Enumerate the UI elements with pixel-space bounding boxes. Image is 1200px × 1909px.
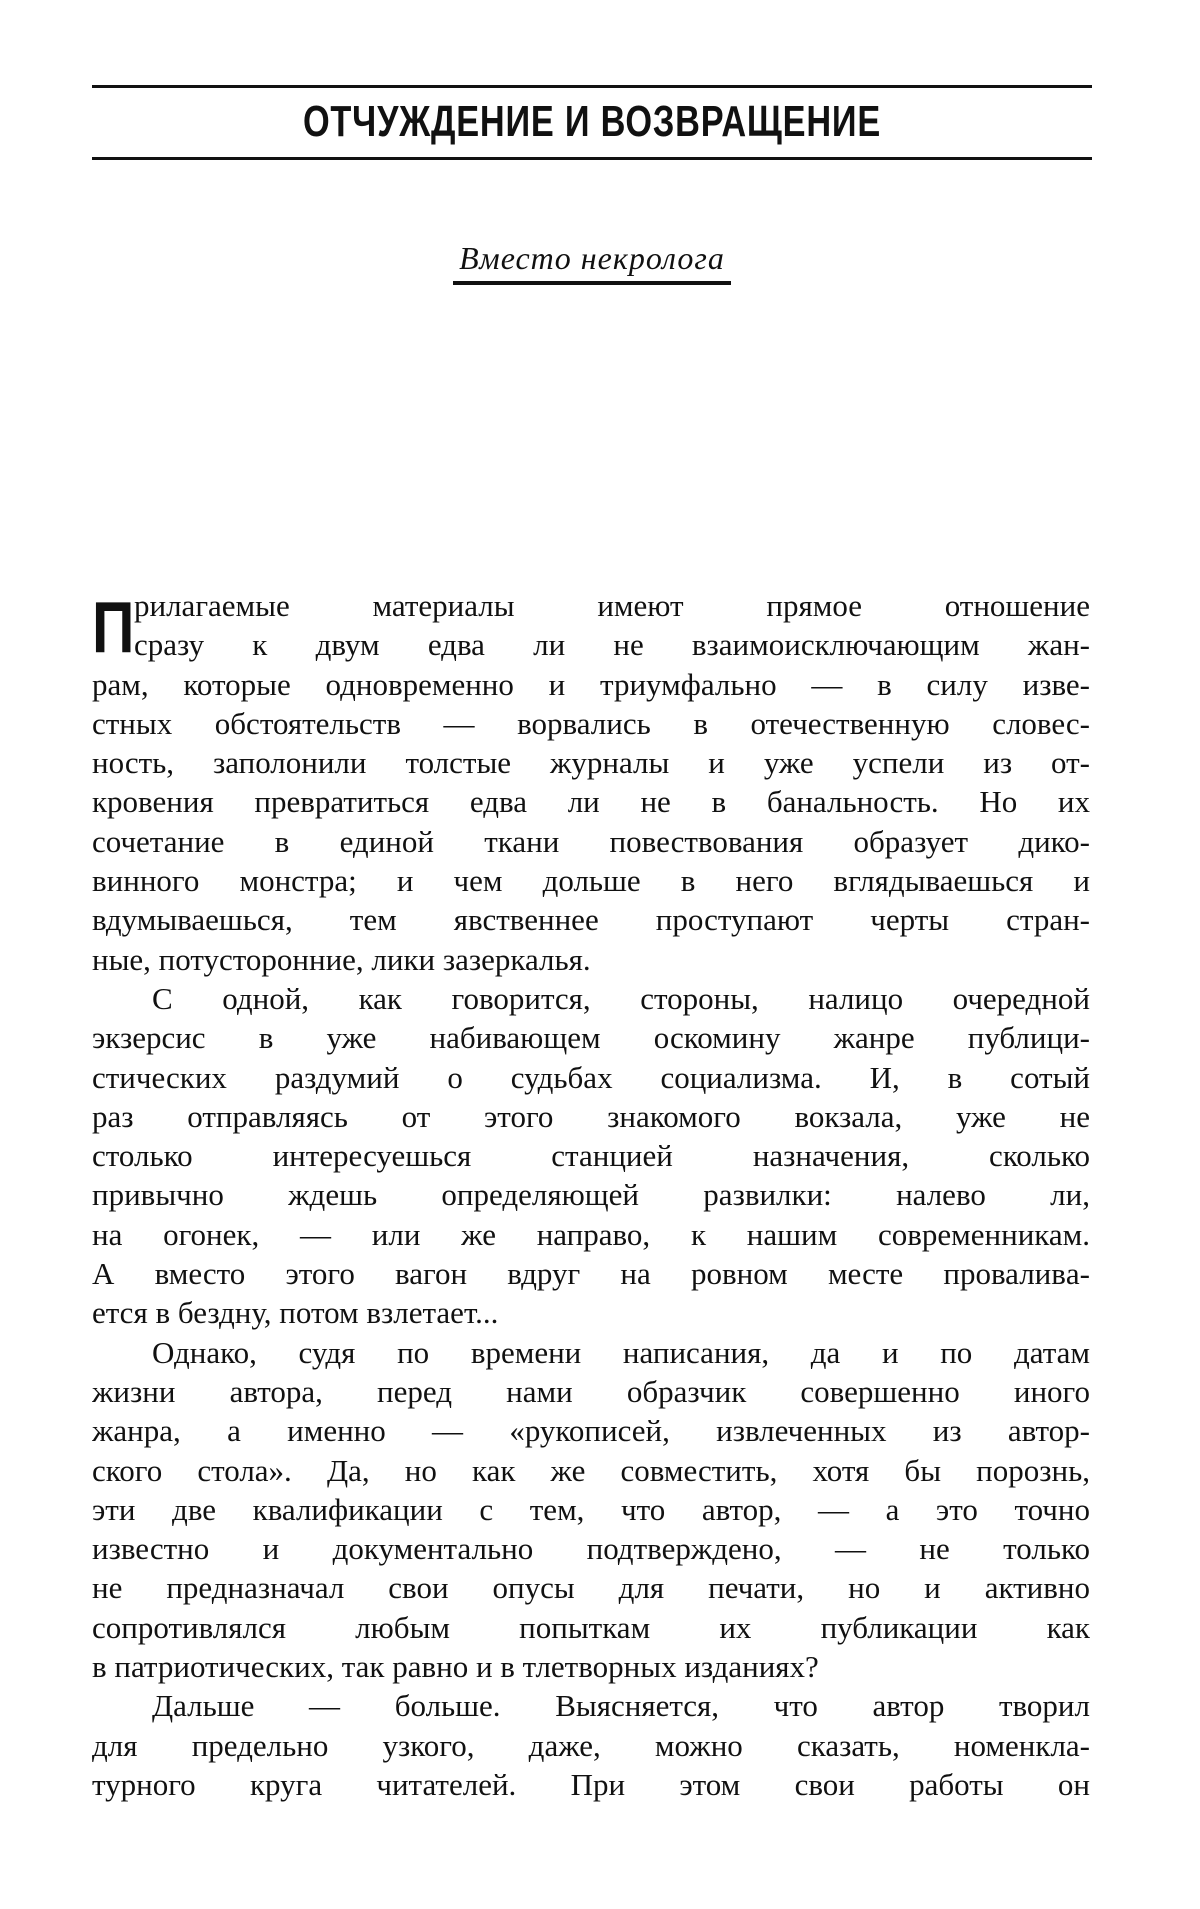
text-line: рам, которые одновременно и триумфально — в силу изве- [92, 666, 1090, 702]
text-line: Дальше — больше. Выясняется, что автор творил [152, 1688, 1090, 1724]
drop-cap: П [92, 588, 135, 668]
text-line: сочетание в единой ткани повествования образует дико- [92, 823, 1090, 859]
text-line: ется в бездну, потом взлетает... [92, 1295, 499, 1331]
text-line: ского стола». Да, но как же совместить, хотя бы порознь, [92, 1452, 1090, 1488]
text-line: стных обстоятельств — ворвались в отечественную словес- [92, 705, 1090, 741]
text-line: жанра, а именно — «рукописей, извлеченных из автор- [92, 1413, 1090, 1449]
text-line: привычно ждешь определяющей развилки: налево ли, [92, 1177, 1090, 1213]
text-line: жизни автора, перед нами образчик совершенно иного [92, 1373, 1090, 1409]
text-line: известно и документально подтверждено, — не только [92, 1531, 1090, 1567]
subtitle-block [92, 238, 1092, 285]
text-line: сразу к двум едва ли не взаимоисключающим жан- [134, 627, 1090, 663]
text-line: рилагаемые материалы имеют прямое отношение [134, 588, 1090, 623]
text-line: не предназначал свои опусы для печати, но и активно [92, 1570, 1090, 1606]
text-line: сопротивлялся любым попыткам их публикации как [92, 1609, 1090, 1645]
text-line: раз отправляясь от этого знакомого вокзала, уже не [92, 1098, 1090, 1134]
text-line: для предельно узкого, даже, можно сказать, номенкла- [92, 1727, 1090, 1763]
text-line: столько интересуешься станцией назначения, сколько [92, 1138, 1090, 1174]
text-line: в патриотических, так равно и в тлетворных изданиях? [92, 1649, 819, 1685]
text-line: ные, потусторонние, лики зазеркалья. [92, 941, 591, 977]
text-line: вдумываешься, тем явственнее проступают черты стран- [92, 902, 1090, 938]
text-line: Однако, судя по времени написания, да и по датам [152, 1334, 1090, 1370]
text-line: эти две квалификации с тем, что автор, — а это точно [92, 1491, 1090, 1527]
header-top-rule [92, 85, 1092, 88]
text-line: на огонек, — или же направо, к нашим современникам. [92, 1216, 1090, 1252]
text-line: кровения превратиться едва ли не в банальность. Но их [92, 784, 1090, 820]
text-line: А вместо этого вагон вдруг на ровном месте проваливa- [92, 1256, 1090, 1292]
chapter-title: ОТЧУЖДЕНИЕ И ВОЗВРАЩЕНИЕ [302, 97, 882, 146]
text-line: С одной, как говорится, стороны, налицо очередной [152, 980, 1090, 1016]
text-line: стических раздумий о судьбах социализма. И, в сотый [92, 1059, 1090, 1095]
chapter-subtitle: Вместо некролога [453, 238, 731, 285]
header-bottom-rule [92, 157, 1092, 160]
text-line: винного монстра; и чем дольше в него вглядываешься и [92, 863, 1090, 899]
body-text [92, 586, 1090, 1804]
text-line: турного круга читателей. При этом свои работы он [92, 1766, 1090, 1802]
text-line: ность, заполонили толстые журналы и уже успели из от- [92, 745, 1090, 781]
text-line: экзерсис в уже набивающем оскомину жанре публици- [92, 1020, 1090, 1056]
